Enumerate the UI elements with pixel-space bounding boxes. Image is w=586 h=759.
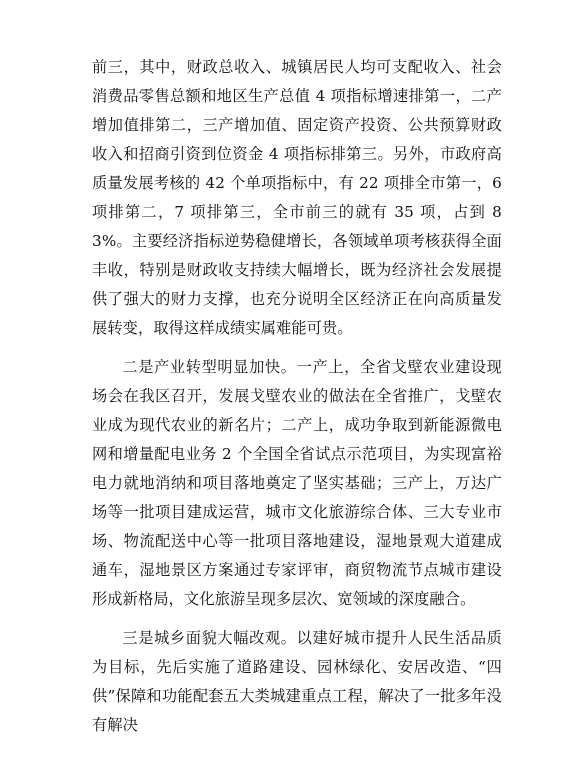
paragraph-urban-rural-improvement: 三是城乡面貌大幅改观。以建好城市提升人民生活品质为目标，先后实施了道路建设、园林绿化、安居改造、“四供”保障和功能配套五大类城建重点工程，解决了一批多年没有解决: [92, 629, 502, 734]
paragraph-industrial-transformation: 二是产业转型明显加快。一产上，全省戈壁农业建设现场会在我区召开，发展戈壁农业的做法在全省推广，戈壁农业成为现代农业的新名片；二产上，成功争取到新能源微电网和增量配电业务 2 个全国全省试点示范项目，为实现富裕电力就地消纳和项目落地奠定了坚实基础；三产上，万达广场等一批项目建成运营，城市文化旅游综合体、三大专业市场、物流配送中心等一批项目落地建设，湿地景观大道建成通车，湿地景区方案通过专家评审，商贸物流节点城市建设形成新格局，文化旅游呈现多层次、宽领域的深度融合。: [92, 358, 502, 608]
paragraph-economic-indicators: 前三，其中，财政总收入、城镇居民人均可支配收入、社会消费品零售总额和地区生产总值 4 项指标增速排第一，二产增加值排第二，三产增加值、固定资产投资、公共预算财政收入和招商引资到位资金 4 项指标排第三。另外，市政府高质量发展考核的 42 个单项指标中，有 22 项排全市第一，6 项排第二，7 项排第三，全市前三的就有 35 项，占到 83%。主要经济指标逆势稳健增长，各领域单项考核获得全面丰收，特别是财政收支持续大幅增长，既为经济社会发展提供了强大的财力支撑，也充分说明全区经济正在向高质量发展转变，取得这样成绩实属难能可贵。: [92, 58, 502, 337]
document-body: [92, 53, 502, 740]
